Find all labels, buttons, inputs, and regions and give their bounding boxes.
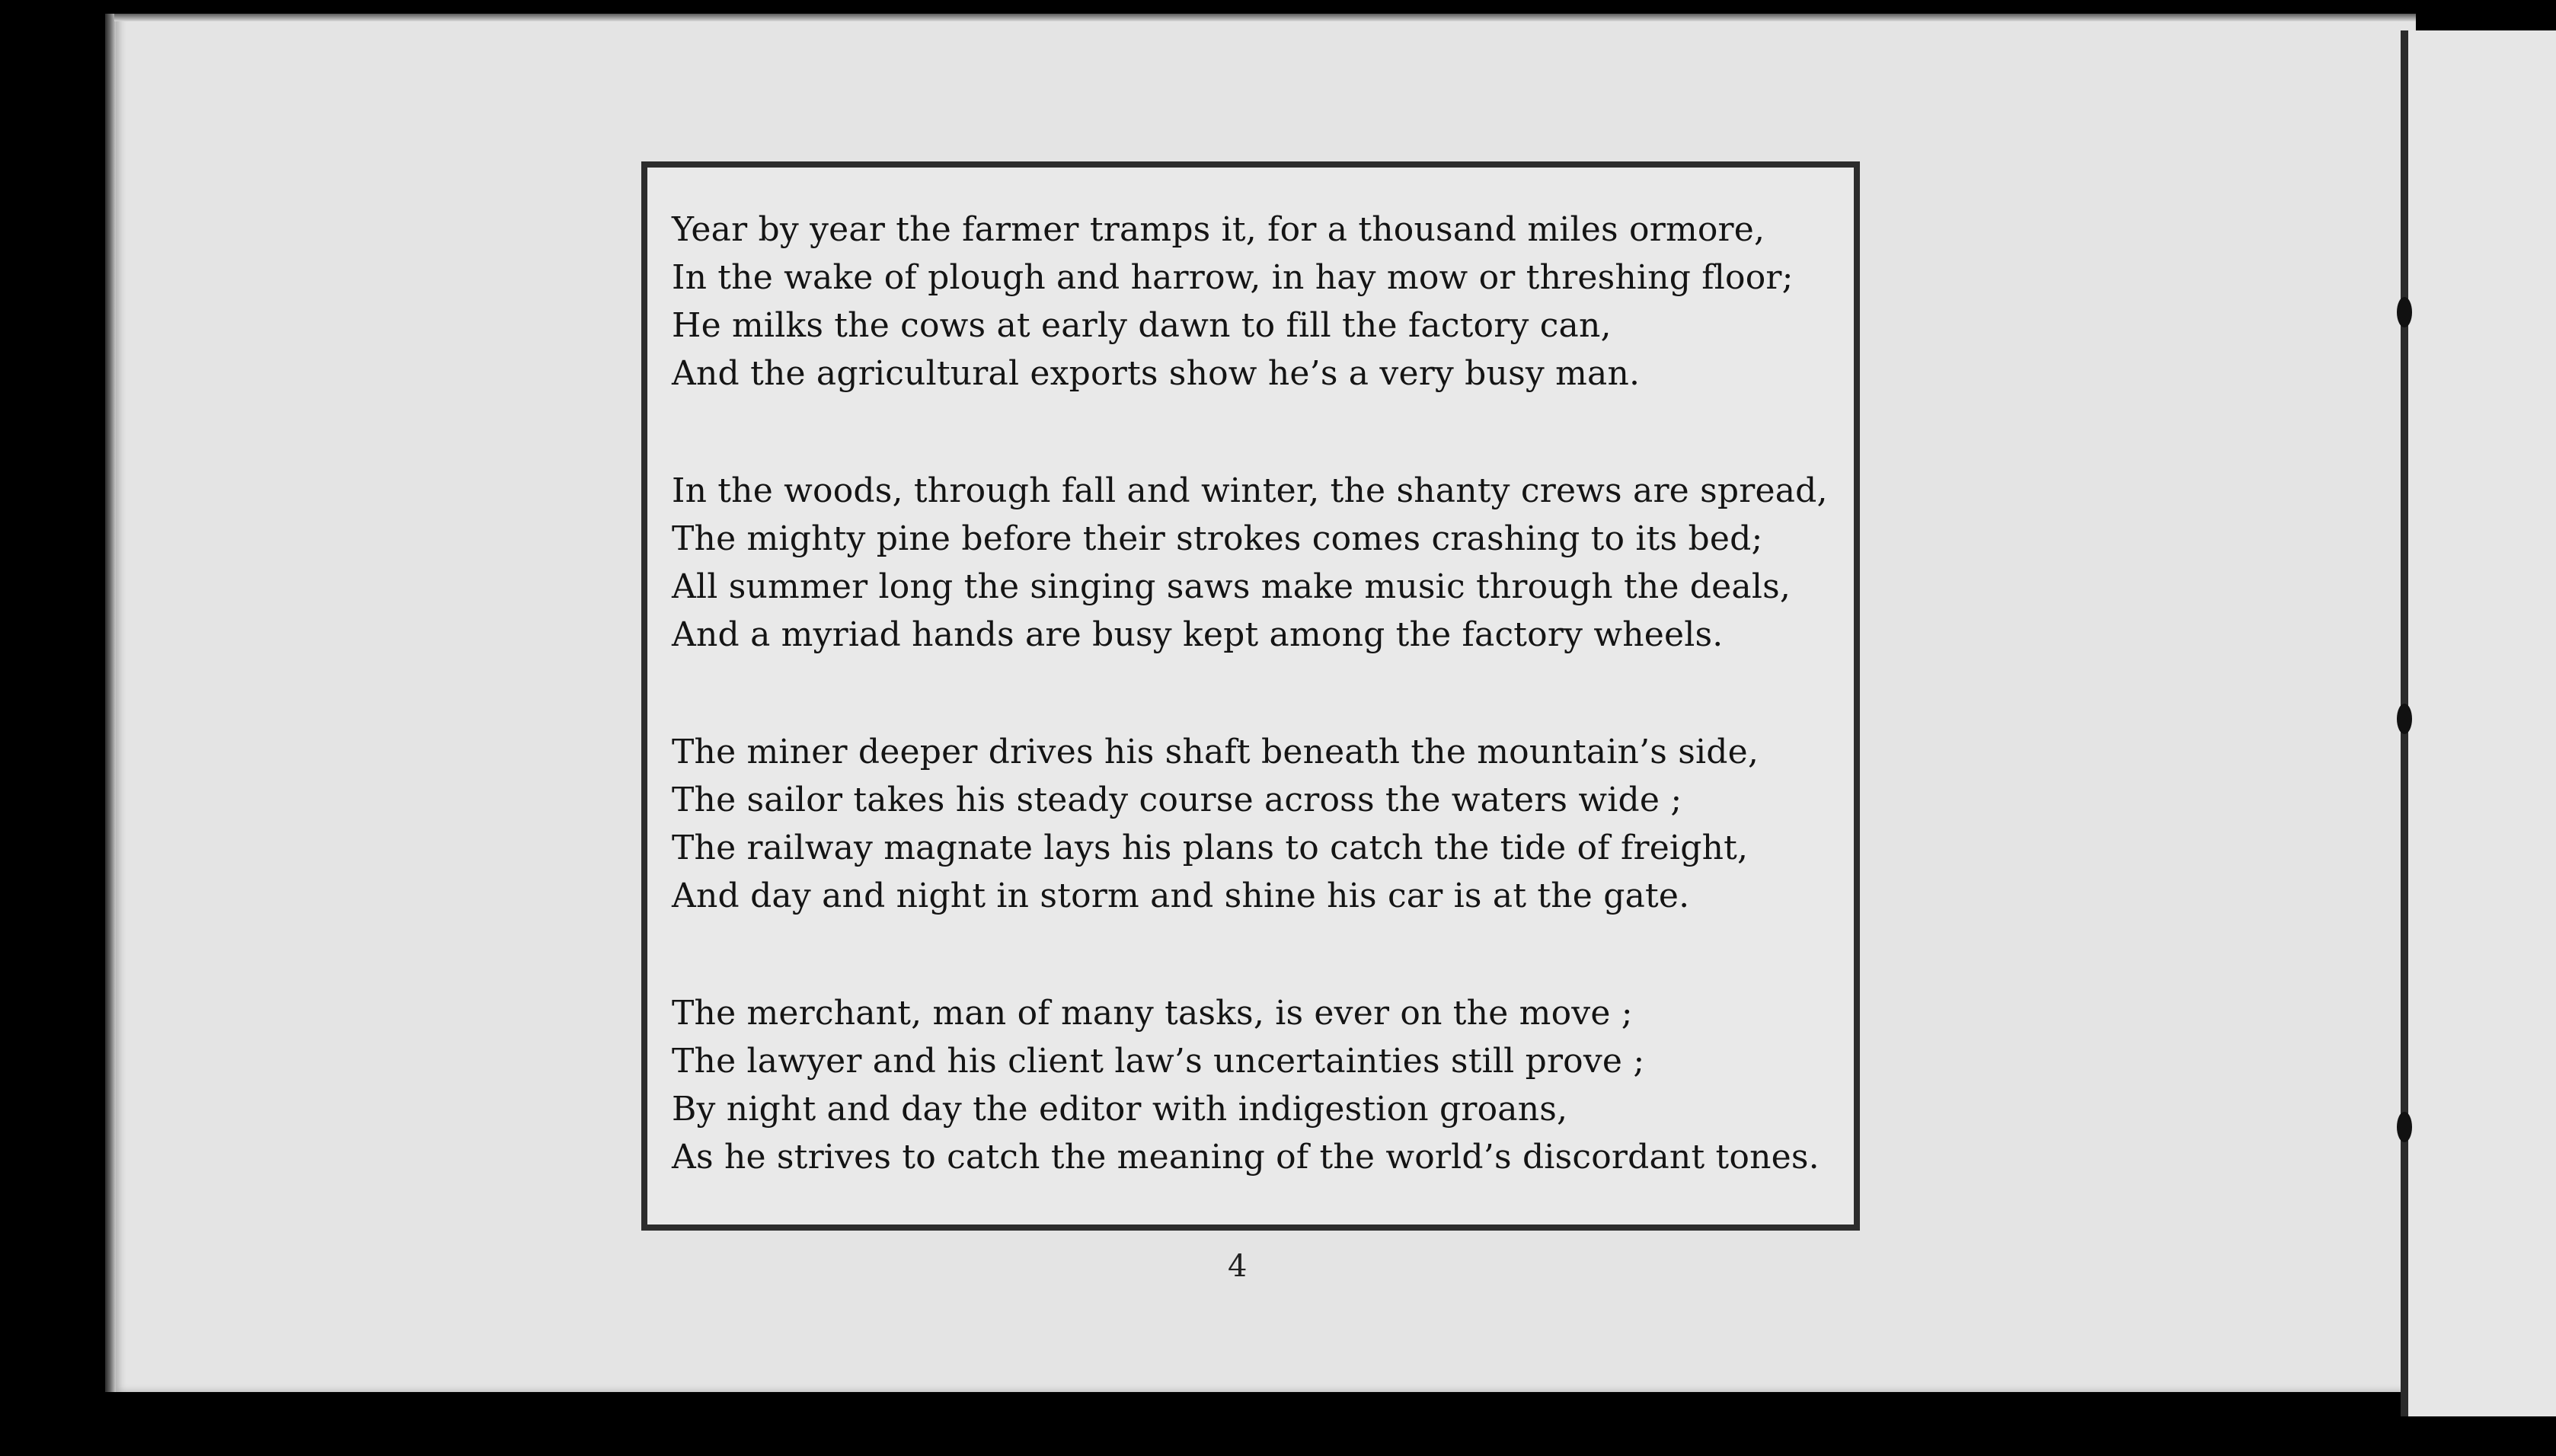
poem-line: By night and day the editor with indigestion groans, — [672, 1090, 1568, 1129]
poem-line: And day and night in storm and shine his car is at the gate. — [672, 876, 1690, 915]
poem-line: And a myriad hands are busy kept among the factory wheels. — [672, 615, 1724, 654]
stanza-4 — [672, 989, 1837, 1181]
stanza-3 — [672, 728, 1837, 920]
binding-stitch — [2397, 704, 2412, 734]
binding-stitch — [2397, 1112, 2412, 1142]
poem-line: As he strives to catch the meaning of the world’s discordant tones. — [672, 1138, 1820, 1177]
stanza-1 — [672, 206, 1837, 398]
poem-text — [672, 206, 1837, 1181]
poem-line: The mighty pine before their strokes comes crashing to its bed; — [672, 519, 1763, 558]
poem-frame — [641, 161, 1860, 1231]
page-top-edge — [114, 14, 2416, 21]
poem-line: All summer long the singing saws make music through the deals, — [672, 567, 1791, 606]
poem-line: In the wake of plough and harrow, in hay mow or threshing floor; — [672, 258, 1794, 297]
stanza-2 — [672, 467, 1837, 659]
binding-stitch — [2397, 297, 2412, 327]
poem-line: The miner deeper drives his shaft beneath the mountain’s side, — [672, 733, 1759, 771]
poem-line: He milks the cows at early dawn to fill the factory can, — [672, 306, 1612, 345]
poem-line: The merchant, man of many tasks, is ever on the move ; — [672, 994, 1633, 1033]
poem-line: Year by year the farmer tramps it, for a thousand miles ormore, — [672, 210, 1765, 249]
poem-line: The sailor takes his steady course across the waters wide ; — [672, 781, 1682, 819]
facing-page-edge — [2408, 30, 2556, 1416]
poem-line: The lawyer and his client law’s uncertainties still prove ; — [672, 1042, 1645, 1081]
poem-line: The railway magnate lays his plans to catch the tide of freight, — [672, 829, 1749, 867]
page-number: 4 — [1228, 1249, 1248, 1284]
poem-line: And the agricultural exports show he’s a very busy man. — [672, 354, 1641, 393]
poem-line: In the woods, through fall and winter, the shanty crews are spread, — [672, 471, 1828, 510]
